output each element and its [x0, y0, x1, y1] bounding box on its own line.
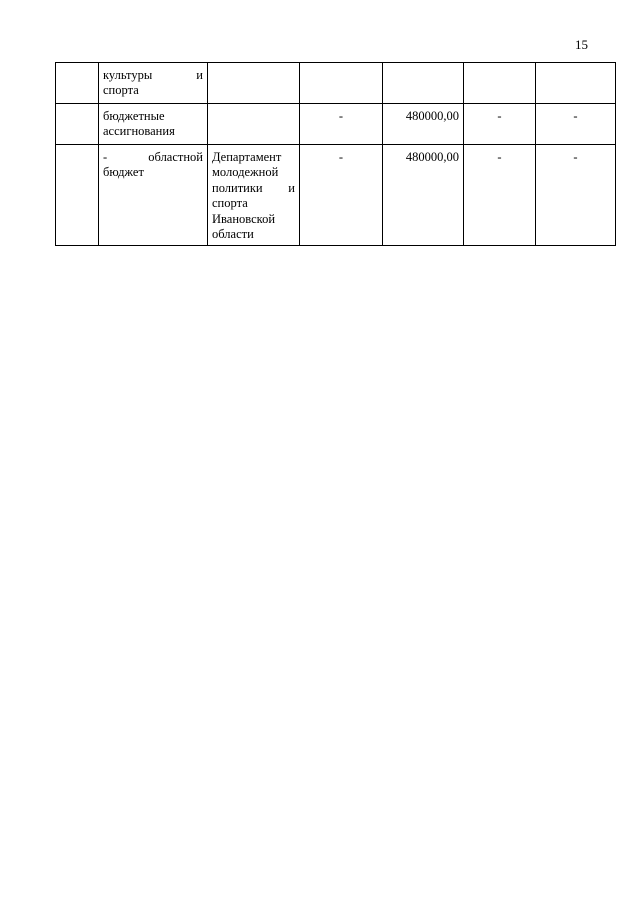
table-cell-empty [56, 63, 99, 104]
table-cell-value [383, 63, 464, 104]
table-cell-value: - [536, 104, 616, 145]
table-cell-empty [56, 104, 99, 145]
cell-text: Ивановской [212, 211, 276, 226]
cell-text: областной [148, 150, 203, 164]
table-cell-executor [208, 63, 300, 104]
table-cell-description [99, 145, 208, 246]
table-cell-description [99, 104, 208, 145]
page-number: 15 [575, 37, 588, 52]
cell-text: спорта [103, 83, 139, 98]
cell-text: спорта [212, 196, 248, 211]
table-cell-value: 480000,00 [383, 104, 464, 145]
table-cell-executor [208, 145, 300, 246]
budget-table [55, 62, 616, 246]
cell-text: культуры [103, 68, 153, 82]
table-cell-value [300, 63, 383, 104]
table-cell-description [99, 63, 208, 104]
table-cell-executor [208, 104, 300, 145]
cell-text: бюджетные [103, 109, 165, 123]
table-cell-value: - [464, 145, 536, 246]
table-row [56, 104, 616, 145]
cell-text: и [288, 180, 295, 195]
table-cell-empty [56, 145, 99, 246]
cell-text: ассигнования [103, 124, 175, 139]
cell-text: политики [212, 180, 263, 195]
cell-text: молодежной [212, 165, 279, 180]
table-row [56, 63, 616, 104]
table-cell-value: - [464, 104, 536, 145]
cell-text: Департамент [212, 150, 282, 164]
table-cell-value: - [536, 145, 616, 246]
cell-text: - [103, 150, 108, 164]
table-row [56, 145, 616, 246]
table-cell-value [536, 63, 616, 104]
cell-text: и [196, 68, 203, 82]
table-cell-value: 480000,00 [383, 145, 464, 246]
cell-text: бюджет [103, 165, 144, 180]
table-cell-value: - [300, 104, 383, 145]
cell-text: области [212, 227, 254, 242]
table-cell-value [464, 63, 536, 104]
table-cell-value: - [300, 145, 383, 246]
